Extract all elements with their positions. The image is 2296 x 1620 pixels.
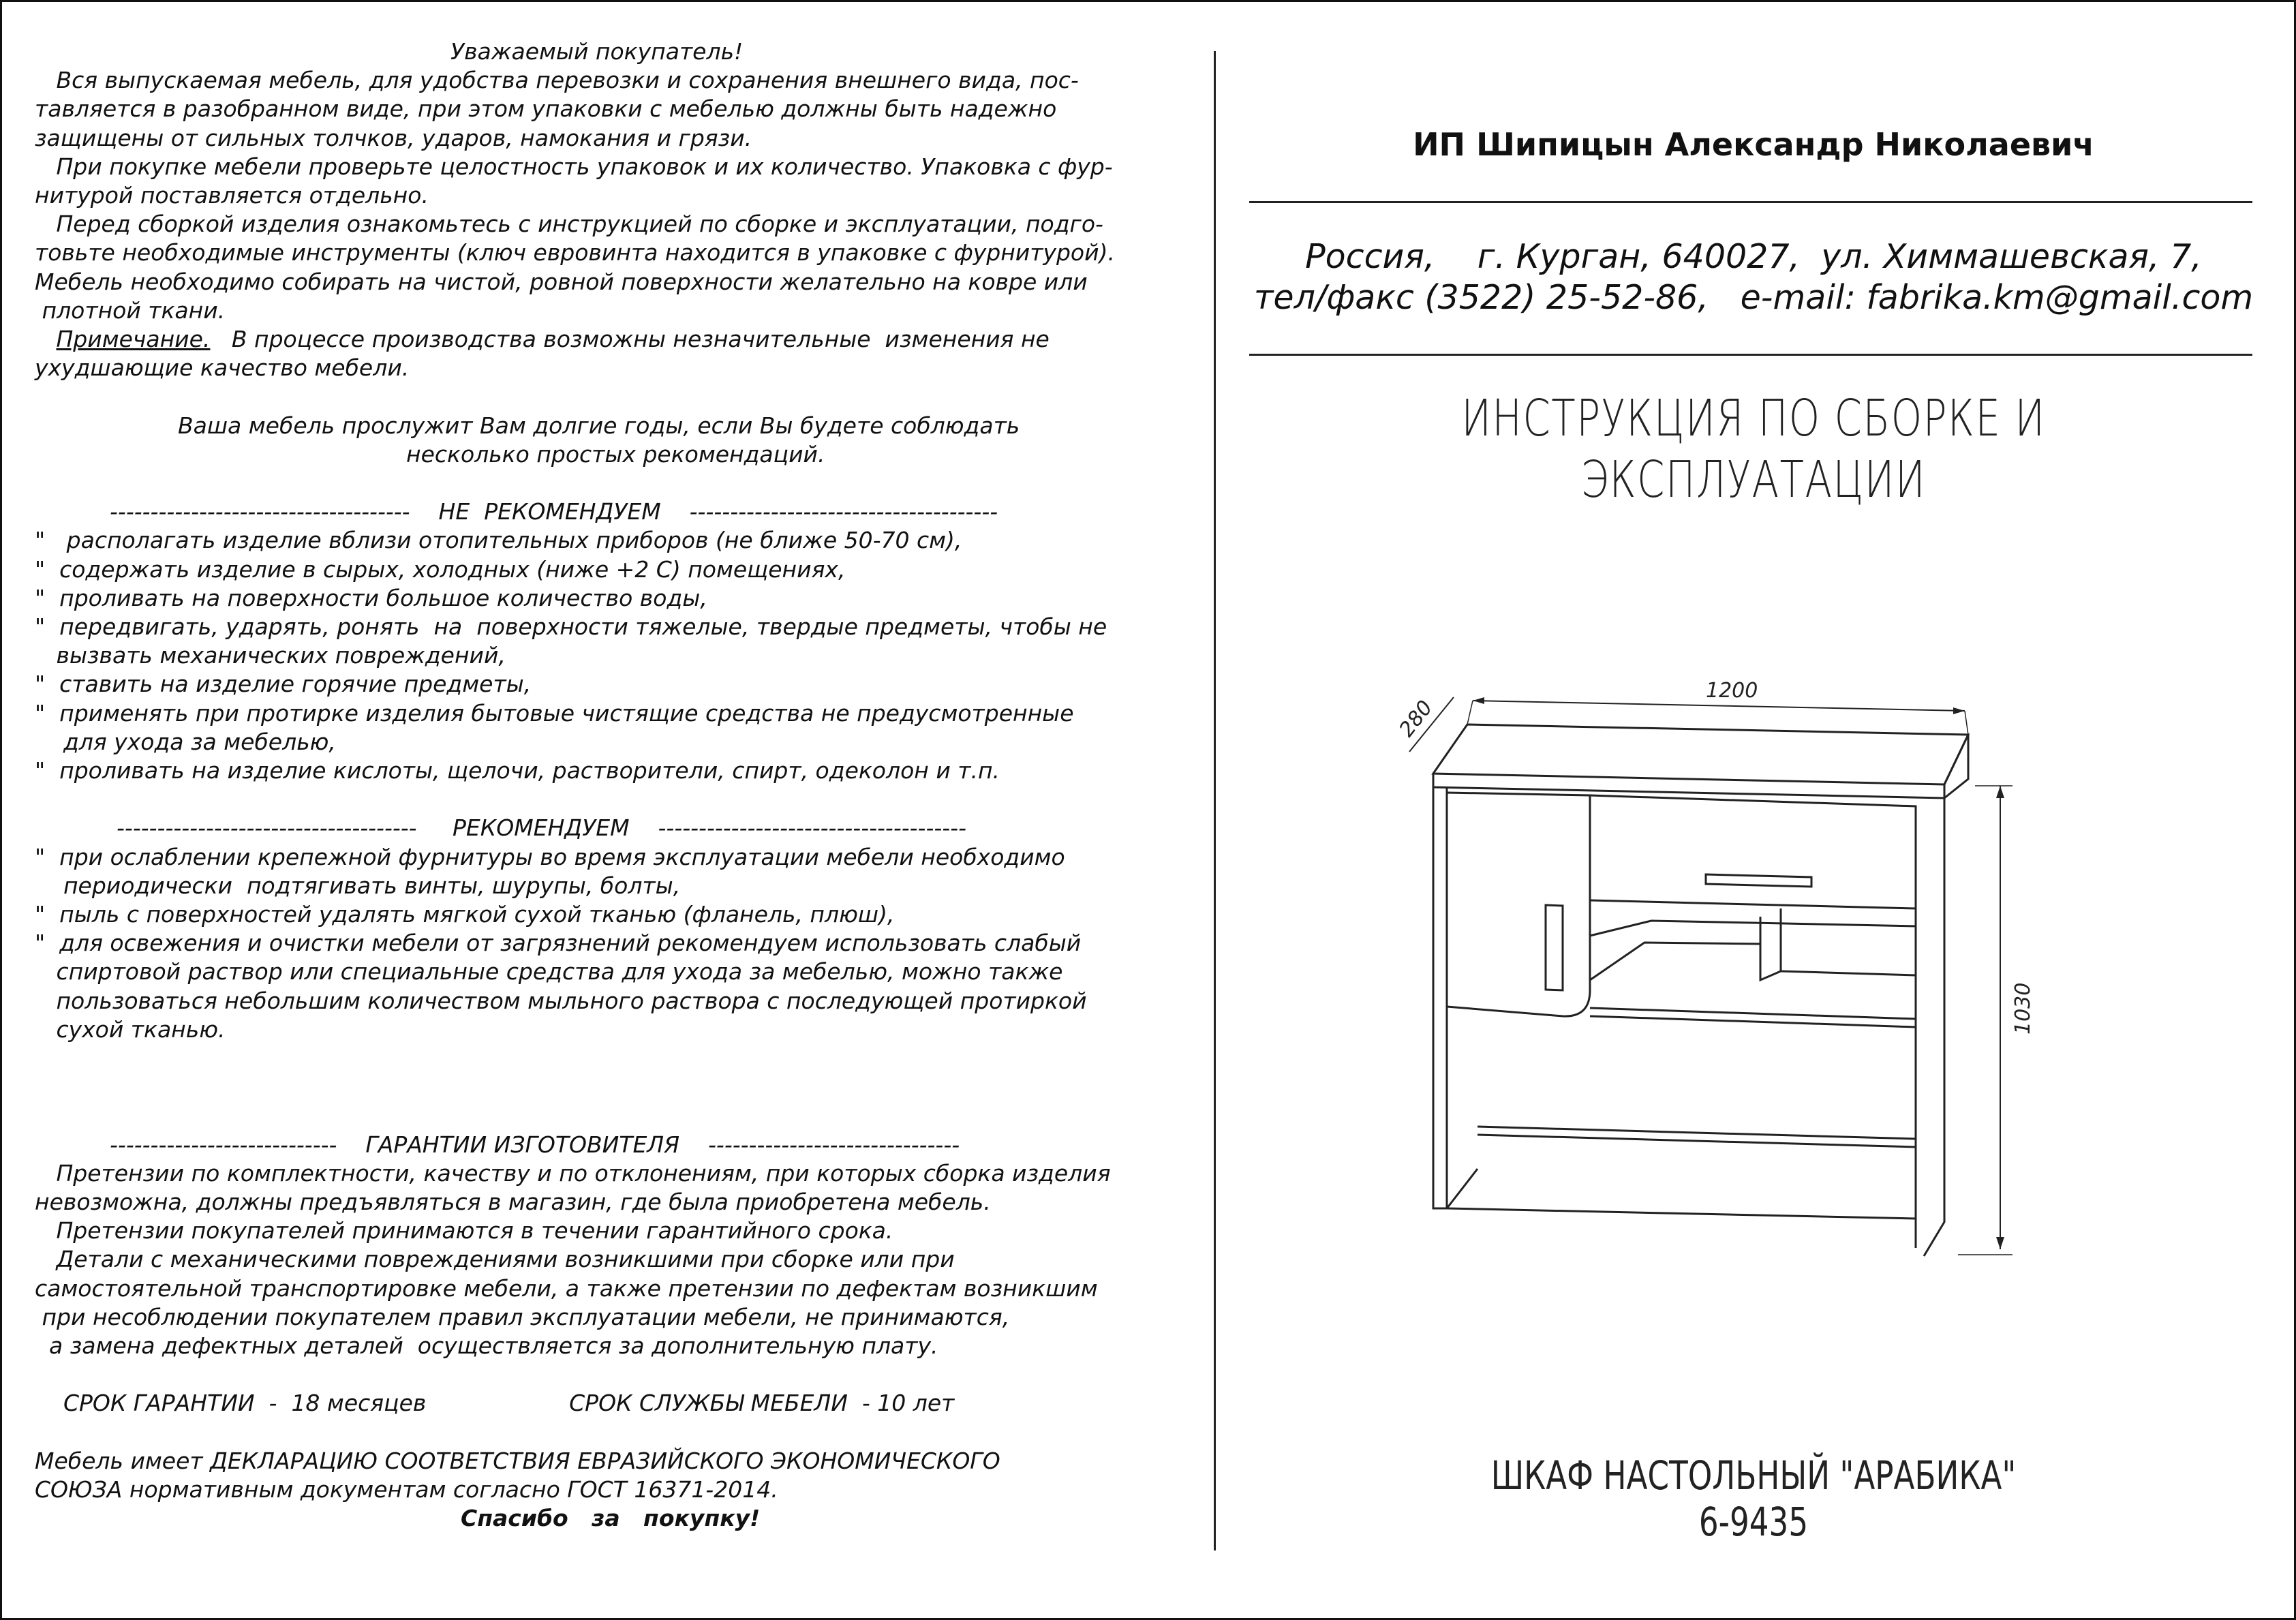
text-line: Уважаемый покупатель! xyxy=(450,38,744,65)
text-line: Ваша мебель прослужит Вам долгие годы, если Вы будете соблюдать xyxy=(178,412,1020,439)
drawer-front xyxy=(1590,795,1916,908)
right-side-panel xyxy=(1924,798,1944,1256)
text-line: периодически подтягивать винты, шурупы, болты, xyxy=(35,872,681,899)
text-line: невозможна, должны предъявляться в магазин, где была приобретена мебель. xyxy=(35,1189,991,1215)
product-name: ШКАФ НАСТОЛЬНЫЙ "АРАБИКА" xyxy=(1490,1452,2017,1499)
text-line: защищены от сильных толчков, ударов, намокания и грязи. xyxy=(35,124,752,151)
text-line: вызвать механических повреждений, xyxy=(35,642,506,669)
text-line: СОЮЗА нормативным документам согласно ГОСТ 16371-2014. xyxy=(35,1476,778,1503)
text-line: Детали с механическими повреждениями возникшими при сборке или при xyxy=(35,1246,955,1273)
dim-width-label: 1200 xyxy=(1706,679,1758,703)
doc-title-line2: ЭКСПЛУАТАЦИИ xyxy=(1580,450,1927,509)
door-panel xyxy=(1447,793,1590,1016)
cabinet-drawing xyxy=(1358,670,2081,1283)
text-line: при несоблюдении покупателем правил эксплуатации мебели, не принимаются, xyxy=(35,1303,1010,1330)
text-line: пользоваться небольшим количеством мыльного раствора с последующей протиркой xyxy=(35,987,1087,1014)
text-line: " передвигать, ударять, ронять на поверхности тяжелые, твердые предметы, чтобы не xyxy=(35,613,1107,640)
column-divider xyxy=(1214,51,1216,1550)
dim-height-label: 1030 xyxy=(2011,982,2035,1035)
door-handle xyxy=(1546,905,1563,990)
text-line: Спасибо за покупку! xyxy=(461,1505,761,1532)
text-line: " проливать на изделие кислоты, щелочи, растворители, спирт, одеколон и т.п. xyxy=(35,757,1000,784)
text-line: товьте необходимые инструменты (ключ евровинта находится в упаковке с фурнитурой). xyxy=(35,239,1115,266)
text-line: Претензии по комплектности, качеству и по отклонениям, при которых сборка изделия xyxy=(35,1159,1111,1187)
divider-bottom xyxy=(1249,354,2252,356)
text-line: самостоятельной транспортировке мебели, а также претензии по дефектам возникшим xyxy=(35,1274,1098,1302)
text-line: " при ослаблении крепежной фурнитуры во время эксплуатации мебели необходимо xyxy=(35,843,1065,870)
text-line: ---------------------------- ГАРАНТИИ ИЗГОТОВИТЕЛЯ ------------------------------- xyxy=(110,1131,960,1158)
drawer-handle xyxy=(1706,874,1811,887)
text-line: Перед сборкой изделия ознакомьтесь с инструкцией по сборке и эксплуатации, подго- xyxy=(35,211,1103,238)
doc-title-line1: ИНСТРУКЦИЯ ПО СБОРКЕ И xyxy=(1461,389,2046,448)
text-line: для ухода за мебелью, xyxy=(35,728,336,755)
text-line: ухудшающие качество мебели. xyxy=(35,354,410,382)
text-line: сухой тканью. xyxy=(35,1015,226,1043)
shelf-divider xyxy=(1760,908,1781,980)
text-line: Вся выпускаемая мебель, для удобства перевозки и сохранения внешнего вида, пос- xyxy=(35,67,1079,94)
product-code: 6-9435 xyxy=(1698,1499,1809,1545)
text-line: " ставить на изделие горячие предметы, xyxy=(35,671,532,698)
text-line: Претензии покупателей принимаются в течении гарантийного срока. xyxy=(35,1217,893,1244)
text-line: " располагать изделие вблизи отопительных приборов (не ближе 50-70 см), xyxy=(35,527,962,554)
dim-depth-label: 280 xyxy=(1394,696,1438,742)
text-line: " пыль с поверхностей удалять мягкой сухой тканью (фланель, плюш), xyxy=(35,901,895,928)
text-line: " проливать на поверхности большое количество воды, xyxy=(35,584,707,611)
text-line: При покупке мебели проверьте целостность упаковок и их количество. Упаковка с фур- xyxy=(35,153,1113,180)
text-line: " содержать изделие в сырых, холодных (ниже +2 С) помещениях, xyxy=(35,555,846,583)
text-line: несколько простых рекомендаций. xyxy=(406,440,825,468)
text-line: " применять при протирке изделия бытовые чистящие средства не предусмотренные xyxy=(35,699,1074,727)
text-line: ------------------------------------- НЕ РЕКОМЕНДУЕМ -------------------------------------- xyxy=(110,498,998,525)
text-line: а замена дефектных деталей осуществляется за дополнительную плату. xyxy=(35,1332,938,1359)
top-slab xyxy=(1433,724,1968,784)
base-panel xyxy=(1447,1208,1916,1219)
text-line: тавляется в разобранном виде, при этом упаковки с мебелью должны быть надежно xyxy=(35,95,1057,123)
company-name: ИП Шипицын Александр Николаевич xyxy=(1413,126,2094,163)
text-line: ------------------------------------- РЕКОМЕНДУЕМ -------------------------------------- xyxy=(117,814,966,842)
text-line: плотной ткани. xyxy=(35,296,226,324)
left-side-panel xyxy=(1433,787,1447,1208)
text-line: СРОК ГАРАНТИИ - 18 месяцев СРОК СЛУЖБЫ МЕБЕЛИ - 10 лет xyxy=(35,1390,955,1417)
text-line: Примечание. В процессе производства возможны незначительные изменения не xyxy=(56,326,1050,352)
text-line: спиртовой раствор или специальные средства для ухода за мебелью, можно также xyxy=(35,958,1063,985)
contact-line: тел/факс (3522) 25-52-86, e-mail: fabrika.km@gmail.com xyxy=(1253,278,2254,317)
address-line: Россия, г. Курган, 640027, ул. Химмашевская, 7, xyxy=(1305,237,2202,276)
text-line: Мебель необходимо собирать на чистой, ровной поверхности желательно на ковре или xyxy=(35,268,1088,295)
text-line: нитурой поставляется отдельно. xyxy=(35,182,429,209)
text-line: " для освежения и очистки мебели от загрязнений рекомендуем использовать слабый xyxy=(35,930,1082,957)
text-line: Мебель имеет ДЕКЛАРАЦИЮ СООТВЕТСТВИЯ ЕВРАЗИЙСКОГО ЭКОНОМИЧЕСКОГО xyxy=(35,1447,1000,1474)
divider-top xyxy=(1249,201,2252,203)
